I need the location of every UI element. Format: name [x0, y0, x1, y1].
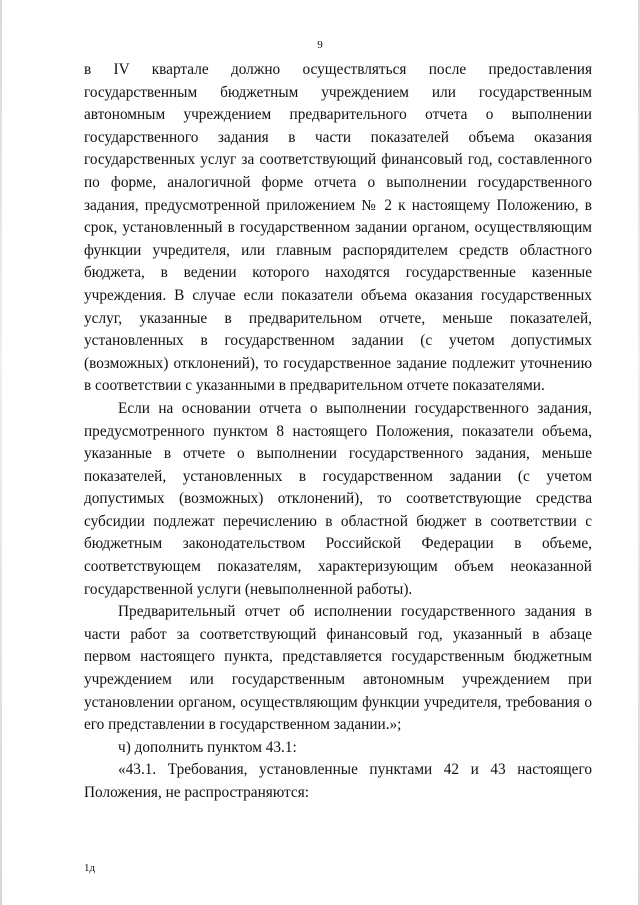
paragraph-report-based-return: Если на основании отчета о выполнении государственного задания, предусмотренного пунктом 8 настоящего Положения, показатели объема, указанные в отчете о выполнении государственного задания, меньше показателей, установленных в государственном задании (с учетом допустимых (возможных) отклонений), то соответствующие средства субсидии подлежат перечислению в областной бюджет в соответствии с бюджетным законодательством Российской Федерации в объеме, соответствующем показателям, характеризующим объем неоказанной государственной услуги (невыполненной работы).	[84, 399, 592, 598]
paragraph-clause-43-1: «43.1. Требования, установленные пунктами 42 и 43 настоящего Положения, не распространяются:	[84, 761, 592, 801]
paragraph-continuation: в IV квартале должно осуществляться после предоставления государственным бюджетным учреждением или государственным автономным учреждением предварительного отчета о выполнении государственного задания в части показателей объема оказания государственных услуг за соответствующий финансовый год, составленного по форме, аналогичной форме отчета о выполнении государственного задания, предусмотренной приложением № 2 к настоящему Положению, в срок, установленный в государственном задании органом, осуществляющим функции учредителя, или главным распорядителем средств областного бюджета, в ведении которого находятся государственные казенные учреждения. В случае если показатели объема оказания государственных услуг, указанные в предварительном отчете, меньше показателей, установленных в государственном задании (с учетом допустимых (возможных) отклонений), то государственное задание подлежит уточнению в соответствии с указанными в предварительном отчете показателями.	[84, 61, 592, 395]
document-body	[84, 59, 592, 805]
paragraph-preliminary-report: Предварительный отчет об исполнении государственного задания в части работ за соответствующий финансовый год, указанный в абзаце первом настоящего пункта, представляется государственным бюджетным учреждением или государственным автономным учреждением при установлении органом, осуществляющим функции учредителя, требования о его представлении в государственном задании.»;	[84, 603, 592, 734]
scan-edge-left	[0, 0, 2, 905]
paragraph-amendment-item: ч) дополнить пунктом 43.1:	[118, 738, 297, 756]
footer-mark: 1д	[84, 862, 96, 874]
page-number: 9	[317, 39, 323, 51]
